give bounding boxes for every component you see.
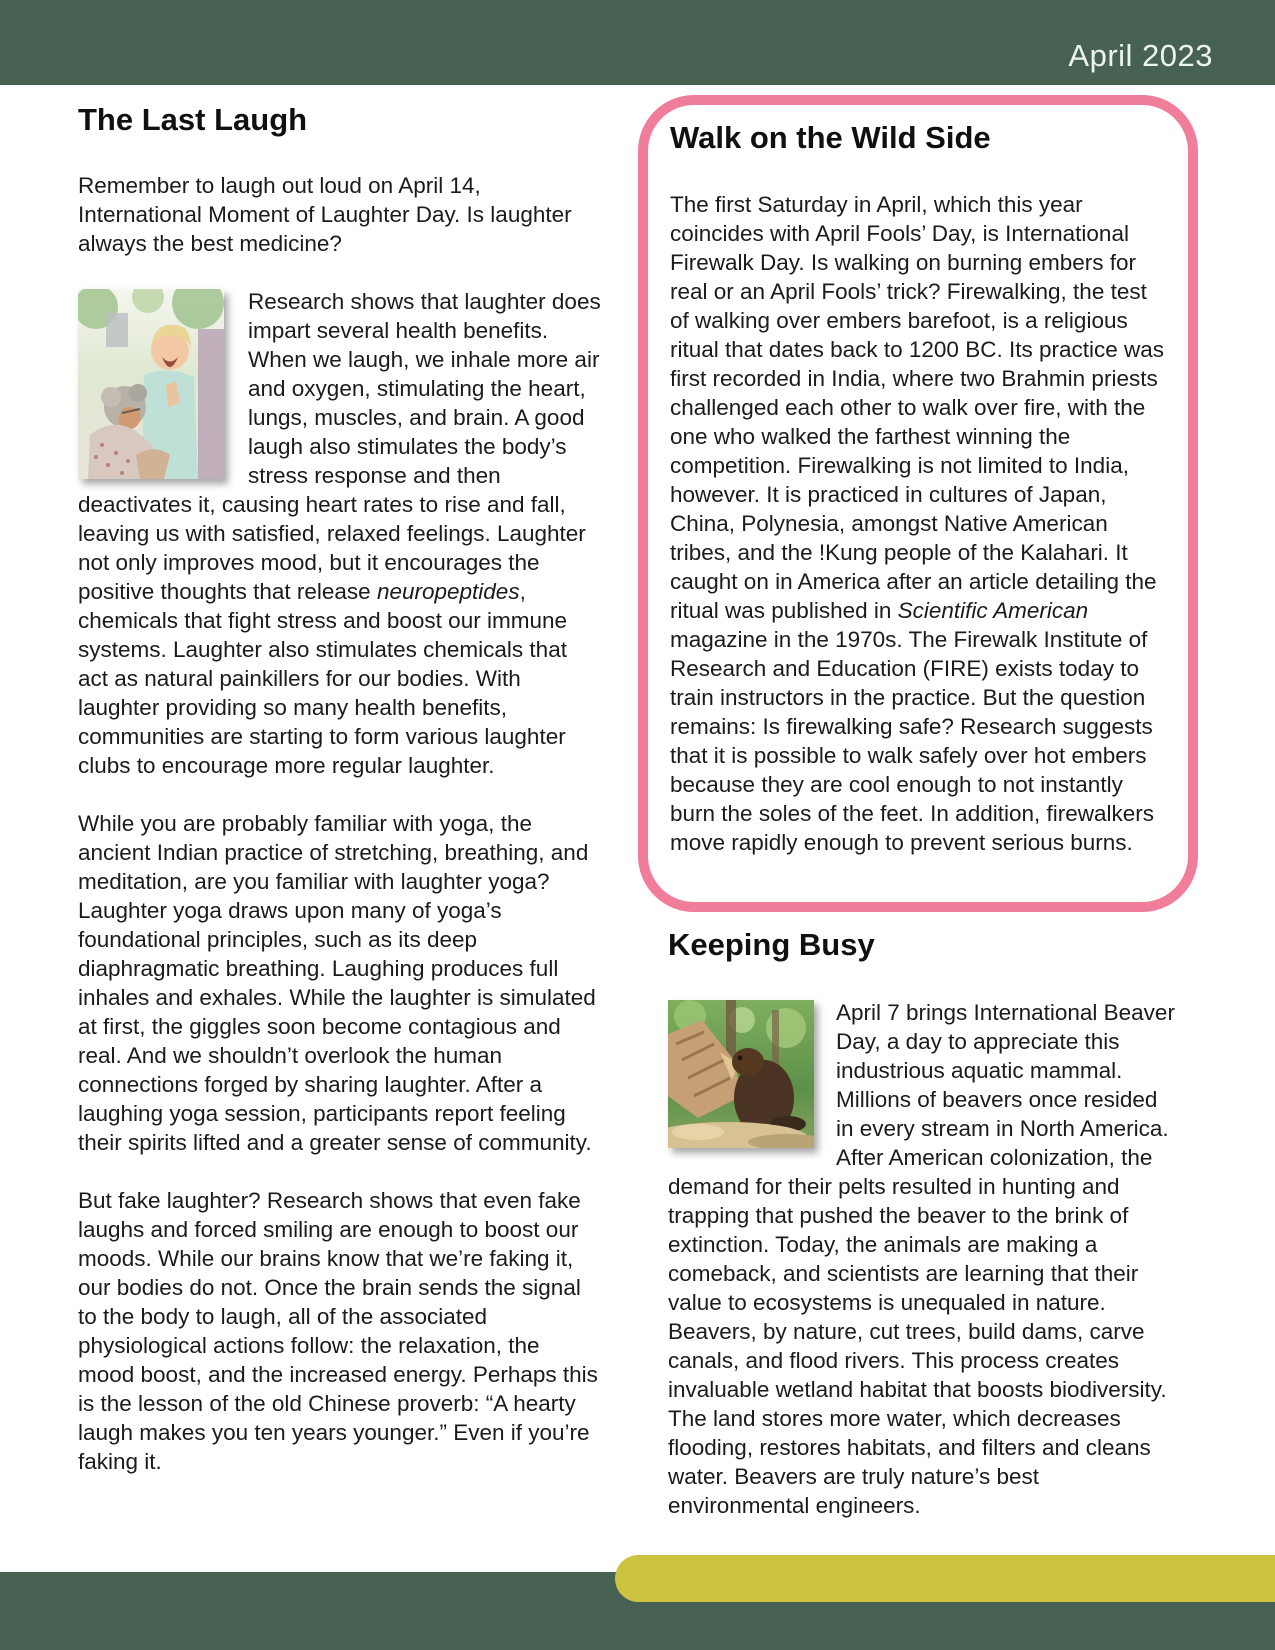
wild-side-body-italic: Scientific American (897, 598, 1089, 623)
keeping-busy-body-text: April 7 brings International Beaver Day, a day to appreciate this industrious aquatic mammal. Millions of beavers once resided in every stream in North America. After American colonization, the demand for their pelts resulted in hunting and trapping that pushed the beaver to the brink of extinction. Today, the animals are making a comeback, and scientists are learning that their value to ecosystems is unequaled in nature. Beavers, by nature, cut trees, build dams, carve canals, and flood rivers. This process creates invaluable wetland habitat that boosts biodiversity. The land stores more water, which decreases flooding, restores habitats, and filters and cleans water. Beavers are truly nature’s best environmental engineers. (668, 1000, 1175, 1518)
last-laugh-fake-paragraph: But fake laughter? Research shows that even fake laughs and forced smiling are enough to boost our moods. While our brains know that we’re faking it, our bodies do not. Once the brain sends the signal to the body to laugh, all of the associated physiological actions follow: the relaxation, the mood boost, and the increased energy. Perhaps this is the lesson of the old Chinese proverb: “A hearty laugh makes you ten years younger.” Even if you’re faking it. (78, 1188, 598, 1474)
beaver-illustration (668, 1000, 814, 1148)
last-laugh-yoga-paragraph: While you are probably familiar with yoga, the ancient Indian practice of stretching, breathing, and meditation, are you familiar with laughter yoga? Laughter yoga draws upon many of yoga’s foundational principles, such as its deep diaphragmatic breathing. Laughing produces full inhales and exhales. While the laughter is simulated at first, the giggles soon become contagious and real. And we shouldn’t overlook the human connections forged by sharing laughter. After a laughing yoga session, participants report feeling their spirits lifted and a greater sense of community. (78, 811, 596, 1155)
last-laugh-body-italic: neuropeptides (376, 579, 520, 604)
article-keeping-busy (668, 928, 1176, 1520)
article-title-last-laugh: The Last Laugh (78, 102, 308, 137)
last-laugh-intro: Remember to laugh out loud on April 14, International Moment of Laughter Day. Is laughter always the best medicine? (78, 173, 572, 256)
keeping-busy-body (668, 998, 1176, 1520)
header-bar (0, 0, 1275, 85)
footer-accent-bar (615, 1555, 1275, 1602)
laughing-women-photo (78, 289, 224, 479)
wild-side-body-text: The first Saturday in April, which this year coincides with April Fools’ Day, is International Firewalk Day. Is walking on burning embers for real or an April Fools’ trick? Firewalking, the test of walking over embers barefoot, is a religious ritual that dates back to 1200 BC. Its practice was first recorded in India, where two Brahmin priests challenged each other to walk over fire, with the one who walked the farthest winning the competition. Firewalking is not limited to India, however. It is practiced in cultures of Japan, China, Polynesia, amongst Native American tribes, and the !Kung people of the Kalahari. It caught on in America after an article detailing the ritual was published in (670, 192, 1165, 623)
wild-side-body (670, 190, 1170, 857)
last-laugh-body (78, 287, 602, 780)
last-laugh-body-text: Research shows that laughter does impart several health benefits. When we laugh, we inhale more air and oxygen, stimulating the heart, lungs, muscles, and brain. A good laugh also stimulates the body’s stress response and then deactivates it, causing heart rates to rise and fall, leaving us with satisfied, relaxed feelings. Laughter not only improves mood, but it encourages the positive thoughts that release (78, 289, 601, 604)
laughing-women-illustration (78, 289, 224, 479)
beaver-photo (668, 1000, 814, 1148)
last-laugh-body-text-2: , chemicals that fight stress and boost our immune systems. Laughter also stimulates chemicals that act as natural painkillers for our bodies. With laughter providing so many health benefits, communities are starting to form various laughter clubs to encourage more regular laughter. (78, 579, 567, 778)
article-last-laugh (78, 103, 602, 1476)
article-title-wild-side: Walk on the Wild Side (670, 120, 991, 155)
article-wild-side (638, 95, 1198, 912)
article-title-keeping-busy: Keeping Busy (668, 927, 875, 962)
issue-date: April 2023 (1068, 38, 1213, 73)
wild-side-body-text-2: magazine in the 1970s. The Firewalk Institute of Research and Education (FIRE) exists today to train instructors in the practice. But the question remains: Is firewalking safe? Research suggests that it is possible to walk safely over hot embers because they are cool enough to not instantly burn the soles of the feet. In addition, firewalkers move rapidly enough to prevent serious burns. (670, 627, 1155, 855)
